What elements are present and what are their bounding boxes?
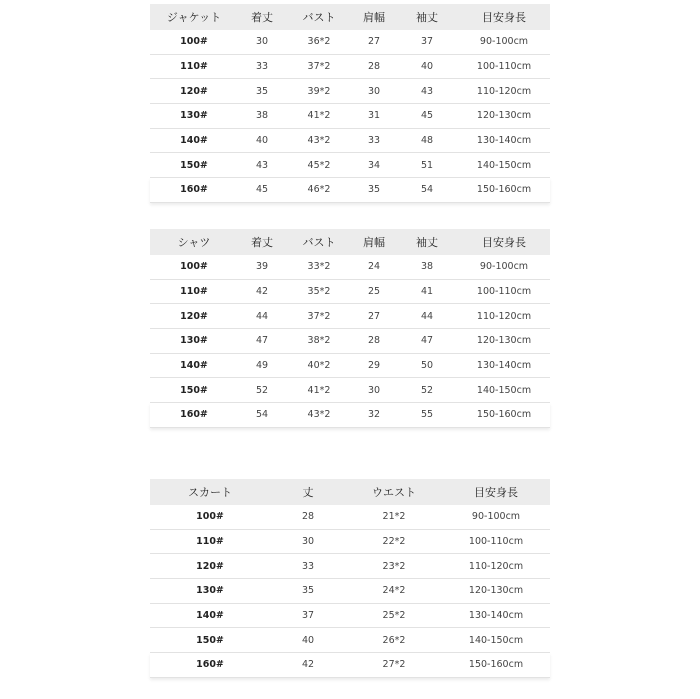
table-body <box>150 505 550 678</box>
size-label-cell: 110# <box>196 536 224 548</box>
header-cell: 肩幅 <box>363 11 385 24</box>
table-cell: 40*2 <box>307 360 331 372</box>
size-label-cell: 130# <box>196 585 224 597</box>
table-cell: 140-150cm <box>476 159 532 171</box>
size-label-cell: 110# <box>180 286 208 298</box>
table-cell: 37 <box>301 610 315 622</box>
size-label-cell: 130# <box>180 335 208 347</box>
table-cell: 25*2 <box>382 610 406 622</box>
table-row <box>150 604 550 629</box>
table-cell: 21*2 <box>382 511 406 523</box>
header-cell: 目安身長 <box>482 11 526 24</box>
table-cell: 90-100cm <box>471 511 521 523</box>
table-cell: 35 <box>367 184 381 196</box>
table-cell: 45*2 <box>307 159 331 171</box>
header-cell: スカート <box>188 486 232 499</box>
table-cell: 39 <box>255 261 269 273</box>
table-row <box>150 30 550 55</box>
table-cell: 25 <box>367 286 381 298</box>
table-cell: 54 <box>420 184 434 196</box>
table-body <box>150 255 550 428</box>
table-cell: 35 <box>255 85 269 97</box>
table-cell: 100-110cm <box>468 536 524 548</box>
table-cell: 32 <box>367 409 381 421</box>
table-header <box>150 4 550 30</box>
table-cell: 90-100cm <box>479 36 529 48</box>
table-cell: 120-130cm <box>476 335 532 347</box>
table-cell: 40 <box>255 135 269 147</box>
table-row <box>150 505 550 530</box>
table-cell: 33 <box>367 135 381 147</box>
table-row <box>150 554 550 579</box>
table-cell: 42 <box>255 286 269 298</box>
table-body <box>150 30 550 203</box>
table-cell: 37 <box>420 36 434 48</box>
table-cell: 42 <box>301 659 315 671</box>
table-row <box>150 79 550 104</box>
size-label-cell: 120# <box>180 310 208 322</box>
size-label-cell: 100# <box>180 36 208 48</box>
table-cell: 28 <box>367 61 381 73</box>
header-cell: 目安身長 <box>482 236 526 249</box>
table-cell: 26*2 <box>382 634 406 646</box>
table-cell: 120-130cm <box>476 110 532 122</box>
table-cell: 40 <box>420 61 434 73</box>
table-row <box>150 378 550 403</box>
table-cell: 45 <box>420 110 434 122</box>
table-row <box>150 104 550 129</box>
table-cell: 31 <box>367 110 381 122</box>
header-cell: ジャケット <box>166 11 222 24</box>
size-label-cell: 120# <box>180 85 208 97</box>
table-row <box>150 153 550 178</box>
size-label-cell: 150# <box>180 384 208 396</box>
size-label-cell: 110# <box>180 61 208 73</box>
table-cell: 140-150cm <box>476 384 532 396</box>
table-cell: 39*2 <box>307 85 331 97</box>
table-row <box>150 403 550 428</box>
table-cell: 140-150cm <box>468 634 524 646</box>
header-cell: 袖丈 <box>416 11 438 24</box>
header-cell: バスト <box>302 11 336 24</box>
header-cell: 肩幅 <box>363 236 385 249</box>
table-cell: 37*2 <box>307 61 331 73</box>
skirt-size-table <box>150 479 550 678</box>
table-cell: 22*2 <box>382 536 406 548</box>
table-cell: 110-120cm <box>476 310 532 322</box>
table-cell: 100-110cm <box>476 286 532 298</box>
table-cell: 150-160cm <box>476 184 532 196</box>
table-cell: 49 <box>255 360 269 372</box>
table-row <box>150 530 550 555</box>
table-cell: 28 <box>367 335 381 347</box>
table-cell: 30 <box>367 85 381 97</box>
table-cell: 120-130cm <box>468 585 524 597</box>
table-row <box>150 354 550 379</box>
table-cell: 52 <box>255 384 269 396</box>
table-cell: 47 <box>420 335 434 347</box>
size-label-cell: 140# <box>180 360 208 372</box>
table-row <box>150 628 550 653</box>
table-row <box>150 178 550 203</box>
table-cell: 33 <box>255 61 269 73</box>
table-row <box>150 329 550 354</box>
table-cell: 41 <box>420 286 434 298</box>
table-cell: 38*2 <box>307 335 331 347</box>
table-cell: 150-160cm <box>476 409 532 421</box>
table-cell: 50 <box>420 360 434 372</box>
table-header <box>150 479 550 505</box>
table-row <box>150 129 550 154</box>
jacket-size-table <box>150 4 550 203</box>
header-cell: 目安身長 <box>474 486 518 499</box>
size-label-cell: 160# <box>180 409 208 421</box>
header-cell: 着丈 <box>251 11 273 24</box>
table-cell: 43*2 <box>307 135 331 147</box>
table-row <box>150 55 550 80</box>
table-cell: 43*2 <box>307 409 331 421</box>
table-cell: 110-120cm <box>468 560 524 572</box>
table-cell: 43 <box>255 159 269 171</box>
size-label-cell: 100# <box>180 261 208 273</box>
size-label-cell: 160# <box>180 184 208 196</box>
size-label-cell: 140# <box>180 135 208 147</box>
size-label-cell: 150# <box>180 159 208 171</box>
table-cell: 40 <box>301 634 315 646</box>
size-label-cell: 120# <box>196 560 224 572</box>
table-cell: 30 <box>301 536 315 548</box>
table-cell: 51 <box>420 159 434 171</box>
table-cell: 34 <box>367 159 381 171</box>
table-cell: 37*2 <box>307 310 331 322</box>
table-row <box>150 255 550 280</box>
table-cell: 36*2 <box>307 36 331 48</box>
table-cell: 24*2 <box>382 585 406 597</box>
table-cell: 33 <box>301 560 315 572</box>
table-cell: 23*2 <box>382 560 406 572</box>
header-cell: 丈 <box>302 486 314 499</box>
size-label-cell: 150# <box>196 634 224 646</box>
table-row <box>150 653 550 678</box>
table-cell: 55 <box>420 409 434 421</box>
header-cell: シャツ <box>177 236 211 249</box>
table-row <box>150 579 550 604</box>
table-cell: 52 <box>420 384 434 396</box>
header-cell: 着丈 <box>251 236 273 249</box>
table-cell: 27 <box>367 310 381 322</box>
table-header <box>150 229 550 255</box>
table-cell: 130-140cm <box>476 360 532 372</box>
table-cell: 28 <box>301 511 315 523</box>
size-label-cell: 100# <box>196 511 224 523</box>
table-cell: 46*2 <box>307 184 331 196</box>
size-label-cell: 130# <box>180 110 208 122</box>
table-cell: 38 <box>255 110 269 122</box>
table-cell: 41*2 <box>307 110 331 122</box>
table-cell: 45 <box>255 184 269 196</box>
table-cell: 30 <box>255 36 269 48</box>
table-cell: 41*2 <box>307 384 331 396</box>
table-row <box>150 304 550 329</box>
shirt-size-table <box>150 229 550 428</box>
table-cell: 110-120cm <box>476 85 532 97</box>
table-cell: 44 <box>255 310 269 322</box>
size-label-cell: 160# <box>196 659 224 671</box>
table-cell: 35 <box>301 585 315 597</box>
header-cell: 袖丈 <box>416 236 438 249</box>
table-cell: 90-100cm <box>479 261 529 273</box>
table-cell: 29 <box>367 360 381 372</box>
table-cell: 47 <box>255 335 269 347</box>
table-cell: 44 <box>420 310 434 322</box>
table-cell: 27*2 <box>382 659 406 671</box>
table-cell: 27 <box>367 36 381 48</box>
table-cell: 24 <box>367 261 381 273</box>
size-label-cell: 140# <box>196 610 224 622</box>
table-cell: 43 <box>420 85 434 97</box>
table-cell: 33*2 <box>307 261 331 273</box>
table-cell: 30 <box>367 384 381 396</box>
table-cell: 130-140cm <box>476 135 532 147</box>
table-cell: 150-160cm <box>468 659 524 671</box>
table-cell: 48 <box>420 135 434 147</box>
table-cell: 54 <box>255 409 269 421</box>
header-cell: ウエスト <box>372 486 416 499</box>
table-cell: 35*2 <box>307 286 331 298</box>
header-cell: バスト <box>302 236 336 249</box>
table-row <box>150 280 550 305</box>
table-cell: 38 <box>420 261 434 273</box>
table-cell: 130-140cm <box>468 610 524 622</box>
table-cell: 100-110cm <box>476 61 532 73</box>
